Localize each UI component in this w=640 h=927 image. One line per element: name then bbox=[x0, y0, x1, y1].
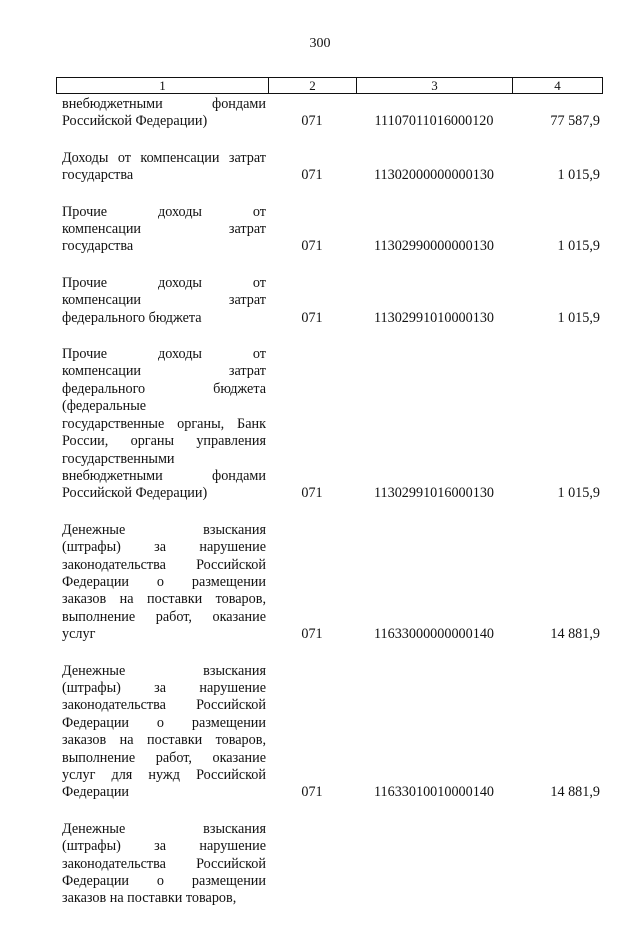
chapter-code: 071 bbox=[301, 113, 323, 130]
revenue-name bbox=[62, 204, 266, 256]
table-row bbox=[62, 663, 602, 802]
revenue-name-line: Федерации о размещении bbox=[62, 714, 266, 731]
revenue-name-line: Денежные взыскания bbox=[62, 521, 266, 538]
table-row bbox=[62, 204, 602, 256]
revenue-name bbox=[62, 663, 266, 802]
revenue-name bbox=[62, 96, 266, 131]
amount: 14 881,9 bbox=[550, 626, 600, 643]
chapter-code: 071 bbox=[301, 309, 323, 326]
table-row bbox=[62, 96, 602, 131]
amount: 1 015,9 bbox=[557, 485, 600, 502]
classification-code: 11302991010000130 bbox=[373, 309, 495, 326]
classification-code: 11107011016000120 bbox=[374, 113, 494, 130]
revenue-name bbox=[62, 150, 266, 185]
chapter-code: 071 bbox=[301, 626, 323, 643]
revenue-name-line: федерального бюджета bbox=[62, 309, 202, 326]
revenue-name-line: России, органы управления bbox=[62, 433, 266, 450]
revenue-name-line: услуг для нужд Российской bbox=[62, 767, 266, 783]
revenue-name bbox=[62, 821, 266, 908]
revenue-name-line: Российской Федерации) bbox=[62, 113, 208, 130]
amount: 1 015,9 bbox=[557, 167, 600, 184]
revenue-name-line: (штрафы) за нарушение bbox=[62, 838, 266, 855]
revenue-name-line: (федеральные bbox=[62, 398, 147, 415]
revenue-name-line: федерального бюджета bbox=[62, 380, 266, 397]
revenue-name-line: государства bbox=[62, 238, 134, 255]
column-header-3: 3 bbox=[357, 78, 513, 94]
revenue-name-line: государственные органы, Банк bbox=[62, 415, 266, 432]
chapter-code: 071 bbox=[301, 485, 323, 502]
revenue-name-line: компенсации затрат bbox=[62, 292, 266, 309]
revenue-name-line: внебюджетными фондами bbox=[62, 467, 266, 484]
table-row bbox=[62, 522, 602, 644]
column-header-row bbox=[57, 78, 603, 94]
revenue-name-line: заказов на поставки товаров, bbox=[62, 732, 266, 749]
revenue-name-line: выполнение работ, оказание bbox=[62, 749, 266, 766]
classification-code: 11302991016000130 bbox=[373, 485, 495, 502]
revenue-name-line: Денежные взыскания bbox=[62, 662, 266, 679]
revenue-name-line: Российской Федерации) bbox=[62, 485, 208, 502]
revenue-name-line: (штрафы) за нарушение bbox=[62, 539, 266, 556]
chapter-code: 071 bbox=[301, 167, 323, 184]
table-row bbox=[62, 150, 602, 185]
revenue-name-line: Денежные взыскания bbox=[62, 820, 266, 837]
budget-rows bbox=[62, 96, 602, 927]
revenue-name-line: выполнение работ, оказание bbox=[62, 608, 266, 625]
revenue-name-line: услуг bbox=[62, 626, 96, 643]
revenue-name-line: Прочие доходы от bbox=[62, 203, 266, 220]
revenue-name-line: Прочие доходы от bbox=[62, 274, 266, 291]
column-header-1: 1 bbox=[57, 78, 269, 94]
amount: 14 881,9 bbox=[550, 784, 600, 801]
classification-code: 11302990000000130 bbox=[373, 238, 495, 255]
amount: 77 587,9 bbox=[550, 113, 600, 130]
page-number: 300 bbox=[309, 36, 331, 51]
revenue-name-line: законодательства Российской bbox=[62, 556, 266, 573]
revenue-name-line: Федерации о размещении bbox=[62, 573, 266, 590]
revenue-name-line: компенсации затрат bbox=[62, 363, 266, 380]
revenue-name-line: Федерации о размещении bbox=[62, 873, 266, 890]
revenue-name-line: законодательства Российской bbox=[62, 855, 266, 872]
revenue-name-line: государственными bbox=[62, 450, 175, 467]
revenue-name bbox=[62, 275, 266, 327]
classification-code: 11633000000000140 bbox=[373, 626, 495, 643]
revenue-name-line: законодательства Российской bbox=[62, 697, 266, 714]
revenue-name-line: компенсации затрат bbox=[62, 221, 266, 238]
table-row bbox=[62, 275, 602, 327]
revenue-name-line: внебюджетными фондами bbox=[62, 96, 266, 112]
revenue-name bbox=[62, 346, 266, 503]
column-header-table bbox=[56, 77, 603, 94]
table-row bbox=[62, 346, 602, 503]
amount: 1 015,9 bbox=[557, 238, 600, 255]
classification-code: 11633010010000140 bbox=[373, 784, 495, 801]
column-header-2: 2 bbox=[269, 78, 357, 94]
classification-code: 11302000000000130 bbox=[373, 167, 495, 184]
table-row bbox=[62, 821, 602, 908]
revenue-name-line: заказов на поставки товаров, bbox=[62, 890, 237, 907]
revenue-name bbox=[62, 522, 266, 644]
revenue-name-line: Федерации bbox=[62, 784, 130, 801]
revenue-name-line: Доходы от компенсации затрат bbox=[62, 149, 266, 166]
chapter-code: 071 bbox=[301, 784, 323, 801]
column-header-4: 4 bbox=[513, 78, 603, 94]
revenue-name-line: Прочие доходы от bbox=[62, 346, 266, 363]
revenue-name-line: заказов на поставки товаров, bbox=[62, 591, 266, 608]
amount: 1 015,9 bbox=[557, 309, 600, 326]
revenue-name-line: государства bbox=[62, 167, 134, 184]
chapter-code: 071 bbox=[301, 238, 323, 255]
revenue-name-line: (штрафы) за нарушение bbox=[62, 679, 266, 696]
